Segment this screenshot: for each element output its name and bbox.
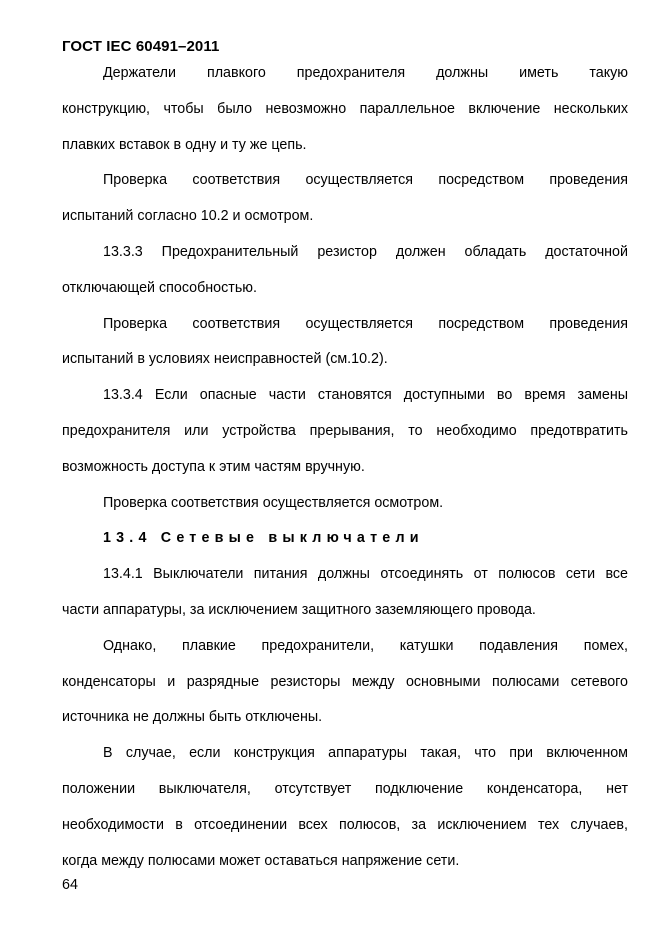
- text-line: плавких вставок в одну и ту же цепь.: [62, 136, 307, 153]
- text-line: 13.4.1 Выключатели питания должны отсоединять от полюсов сети все: [103, 566, 628, 583]
- text-line: необходимости в отсоединении всех полюсов, за исключением тех случаев,: [62, 816, 628, 833]
- text-line: предохранителя или устройства прерывания, то необходимо предотвратить: [62, 422, 628, 439]
- text-line: части аппаратуры, за исключением защитного заземляющего провода.: [62, 601, 536, 618]
- text-line: испытаний в условиях неисправностей (см.10.2).: [62, 351, 388, 368]
- text-line: 13.3.3 Предохранительный резистор должен обладать достаточной: [103, 243, 628, 260]
- text-line: Проверка соответствия осуществляется осмотром.: [103, 494, 444, 511]
- text-line: Проверка соответствия осуществляется посредством проведения: [103, 172, 628, 189]
- text-line: Держатели плавкого предохранителя должны иметь такую: [103, 65, 628, 81]
- text-line: В случае, если конструкция аппаратуры такая, что при включенном: [103, 745, 628, 762]
- text-line: Однако, плавкие предохранители, катушки подавления помех,: [103, 637, 628, 654]
- text-line: когда между полюсами может оставаться напряжение сети.: [62, 852, 460, 869]
- text-line: 13.3.4 Если опасные части становятся доступными во время замены: [103, 387, 628, 404]
- text-line: конструкцию, чтобы было невозможно параллельное включение нескольких: [62, 100, 628, 117]
- text-line: возможность доступа к этим частям вручную.: [62, 458, 365, 475]
- document-body: [62, 56, 628, 879]
- text-line: Проверка соответствия осуществляется посредством проведения: [103, 315, 628, 332]
- page-number: 64: [62, 877, 78, 893]
- section-heading: 13.4 Сетевые выключатели: [103, 530, 424, 547]
- text-line: испытаний согласно 10.2 и осмотром.: [62, 208, 314, 225]
- text-line: конденсаторы и разрядные резисторы между основными полюсами сетевого: [62, 673, 628, 690]
- text-line: источника не должны быть отключены.: [62, 709, 323, 726]
- text-line: отключающей способностью.: [62, 279, 257, 296]
- text-line: положении выключателя, отсутствует подключение конденсатора, нет: [62, 780, 628, 797]
- document-header: ГОСТ IEC 60491–2011: [62, 38, 220, 55]
